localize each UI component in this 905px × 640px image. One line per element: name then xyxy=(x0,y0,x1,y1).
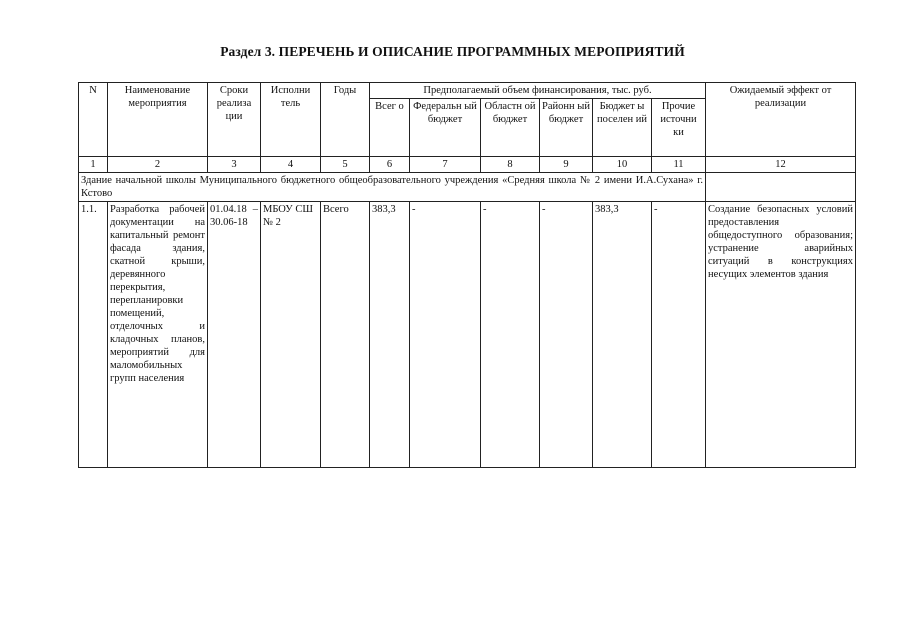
row-years: Всего xyxy=(321,202,370,468)
header-terms: Сроки реализа ции xyxy=(208,83,261,157)
column-number: 4 xyxy=(261,157,321,173)
column-number: 5 xyxy=(321,157,370,173)
table-row xyxy=(79,202,856,468)
header-effect: Ожидаемый эффект от реализации xyxy=(706,83,856,157)
row-federal: - xyxy=(410,202,481,468)
column-number: 10 xyxy=(593,157,652,173)
header-district: Районн ый бюджет xyxy=(540,99,593,157)
header-n: N xyxy=(79,83,108,157)
column-number: 2 xyxy=(108,157,208,173)
row-total: 383,3 xyxy=(370,202,410,468)
column-number: 12 xyxy=(706,157,856,173)
measures-table xyxy=(78,82,856,468)
header-years: Годы xyxy=(321,83,370,157)
header-federal: Федеральн ый бюджет xyxy=(410,99,481,157)
column-number: 6 xyxy=(370,157,410,173)
row-terms: 01.04.18 – 30.06-18 xyxy=(208,202,261,468)
header-row xyxy=(79,83,856,99)
column-number: 9 xyxy=(540,157,593,173)
page-title: Раздел 3. ПЕРЕЧЕНЬ И ОПИСАНИЕ ПРОГРАММНЫХ МЕРОПРИЯТИЙ xyxy=(220,44,685,59)
row-n: 1.1. xyxy=(79,202,108,468)
header-financing: Предполагаемый объем финансирования, тыс. руб. xyxy=(370,83,706,99)
header-executor: Исполни тель xyxy=(261,83,321,157)
section-title: Здание начальной школы Муниципального бюджетного общеобразовательного учреждения «Средняя школа № 2 имени И.А.Сухана» г. Кстово xyxy=(79,173,706,202)
header-other: Прочие источни ки xyxy=(652,99,706,157)
row-effect: Создание безопасных условий предоставления общедоступного образования; устранение аварийных ситуаций в конструкциях несущих элементов здания xyxy=(706,202,856,468)
section-row xyxy=(79,173,856,202)
column-number: 7 xyxy=(410,157,481,173)
row-district: - xyxy=(540,202,593,468)
row-executor: МБОУ СШ № 2 xyxy=(261,202,321,468)
column-number: 1 xyxy=(79,157,108,173)
header-settlement: Бюджет ы поселен ий xyxy=(593,99,652,157)
row-settlement: 383,3 xyxy=(593,202,652,468)
section-empty-cell xyxy=(706,173,856,202)
column-number: 8 xyxy=(481,157,540,173)
row-regional: - xyxy=(481,202,540,468)
column-number: 3 xyxy=(208,157,261,173)
header-name: Наименование мероприятия xyxy=(108,83,208,157)
column-numbers-row xyxy=(79,157,856,173)
row-other: - xyxy=(652,202,706,468)
header-regional: Областн ой бюджет xyxy=(481,99,540,157)
column-number: 11 xyxy=(652,157,706,173)
header-total: Всег о xyxy=(370,99,410,157)
row-name: Разработка рабочей документации на капитальный ремонт фасада здания, скатной крыши, деревянного перекрытия, перепланировки помещений, отделочных и кладочных планов, мероприятий для маломобильных групп населения xyxy=(108,202,208,468)
